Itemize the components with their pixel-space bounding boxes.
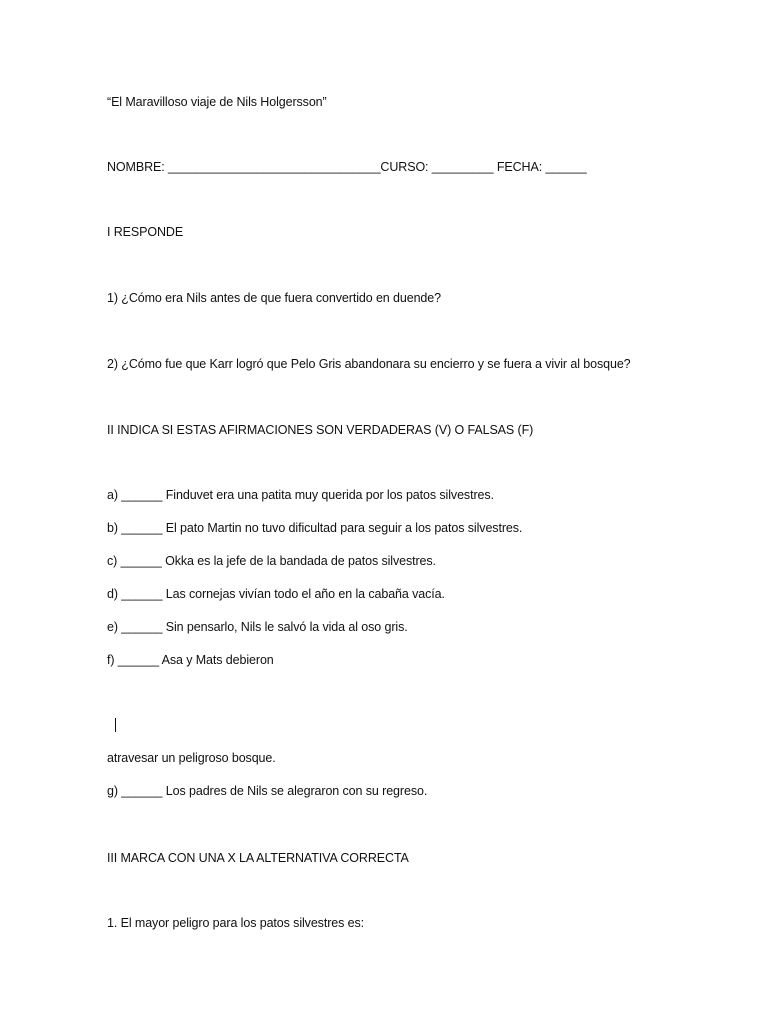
section-1-heading: I RESPONDE [107, 225, 184, 239]
statement-b: b) ______ El pato Martin no tuvo dificultad para seguir a los patos silvestres. [107, 521, 523, 535]
question-1: 1) ¿Cómo era Nils antes de que fuera convertido en duende? [107, 291, 441, 305]
statement-d: d) ______ Las cornejas vivían todo el año en la cabaña vacía. [107, 587, 445, 601]
header-fields: NOMBRE: _______________________________CURSO: _________ FECHA: ______ [107, 160, 587, 174]
text-cursor [115, 718, 116, 732]
statement-e: e) ______ Sin pensarlo, Nils le salvó la vida al oso gris. [107, 620, 408, 634]
statement-c: c) ______ Okka es la jefe de la bandada de patos silvestres. [107, 554, 436, 568]
statement-f: f) ______ Asa y Mats debieron [107, 653, 274, 667]
section-2-heading: II INDICA SI ESTAS AFIRMACIONES SON VERDADERAS (V) O FALSAS (F) [107, 423, 534, 437]
statement-g: g) ______ Los padres de Nils se alegraron con su regreso. [107, 784, 428, 798]
statement-f-continuation: atravesar un peligroso bosque. [107, 751, 276, 765]
document-title: “El Maravilloso viaje de Nils Holgersson” [107, 95, 327, 109]
section-3-heading: III MARCA CON UNA X LA ALTERNATIVA CORRECTA [107, 851, 409, 865]
question-2: 2) ¿Cómo fue que Karr logró que Pelo Gris abandonara su encierro y se fuera a vivir al bosque? [107, 357, 631, 371]
section-3-question-1: 1. El mayor peligro para los patos silvestres es: [107, 916, 365, 930]
statement-a: a) ______ Finduvet era una patita muy querida por los patos silvestres. [107, 488, 494, 502]
